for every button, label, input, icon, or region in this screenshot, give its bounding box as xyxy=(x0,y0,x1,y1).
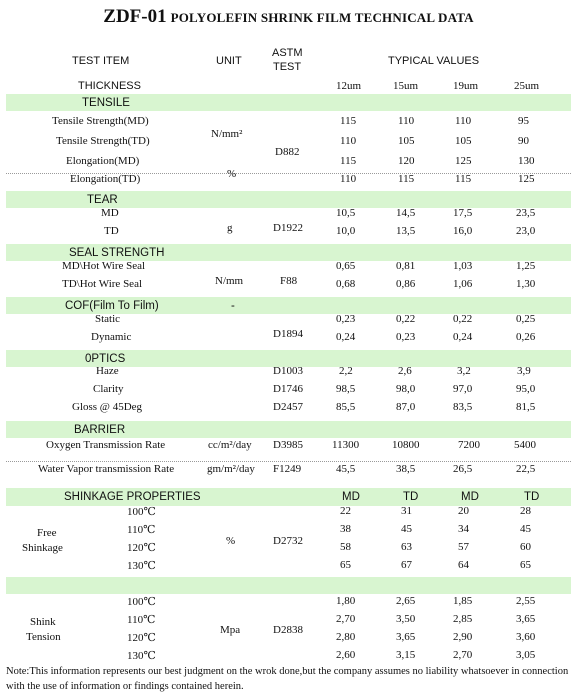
row-value: 1,25 xyxy=(516,260,536,272)
row-value: 3,65 xyxy=(516,613,536,625)
label-shrink-tension-2: Tension xyxy=(26,631,61,643)
row-value: 0,26 xyxy=(516,331,536,343)
row-astm: D1003 xyxy=(273,365,303,377)
row-item-label: Gloss @ 45Deg xyxy=(72,401,143,413)
row-value: 105 xyxy=(398,135,415,147)
row-item-label: Tensile Strength(MD) xyxy=(52,115,149,127)
row-value: 16,0 xyxy=(453,225,473,237)
row-value: 65 xyxy=(520,559,531,571)
section-blank xyxy=(6,577,571,594)
row-divider xyxy=(6,461,571,462)
label-free-shrinkage-1: Free xyxy=(37,527,57,539)
row-value: 0,22 xyxy=(453,313,473,325)
shrink-col-td-2: TD xyxy=(524,491,540,503)
header-unit: UNIT xyxy=(216,55,242,67)
row-value: 98,5 xyxy=(336,383,356,395)
row-value: 3,15 xyxy=(396,649,416,661)
row-value: 2,80 xyxy=(336,631,356,643)
shrink-col-md-1: MD xyxy=(342,491,360,503)
row-value: 130 xyxy=(518,155,535,167)
astm-seal: F88 xyxy=(280,275,298,287)
row-value: 0,86 xyxy=(396,278,416,290)
row-value: 17,5 xyxy=(453,207,473,219)
row-value: 1,85 xyxy=(453,595,473,607)
row-item-label: Clarity xyxy=(93,383,124,395)
unit-elongation: % xyxy=(227,168,237,180)
row-item-label: 130℃ xyxy=(127,650,156,662)
row-value: 2,6 xyxy=(398,365,412,377)
unit-tear: g xyxy=(227,222,233,234)
row-value: 0,22 xyxy=(396,313,416,325)
row-value: 0,65 xyxy=(336,260,356,272)
row-item-label: 110℃ xyxy=(127,614,156,626)
row-value: 2,2 xyxy=(339,365,353,377)
row-value: 120 xyxy=(398,155,415,167)
row-value: 83,5 xyxy=(453,401,473,413)
row-value: 10,5 xyxy=(336,207,356,219)
row-value: 14,5 xyxy=(396,207,416,219)
row-astm: D3985 xyxy=(273,439,303,451)
section-label: TEAR xyxy=(87,193,118,206)
shrink-col-md-2: MD xyxy=(461,491,479,503)
row-value: 115 xyxy=(340,155,357,167)
row-item-label: TD\Hot Wire Seal xyxy=(62,278,143,290)
row-value: 22,5 xyxy=(516,463,536,475)
row-value: 81,5 xyxy=(516,401,536,413)
row-value: 45 xyxy=(520,523,531,535)
row-value: 0,24 xyxy=(453,331,473,343)
row-unit: gm/m²/day xyxy=(207,463,255,475)
row-value: 95 xyxy=(518,115,529,127)
thickness-25um: 25um xyxy=(514,80,540,92)
row-item-label: 100℃ xyxy=(127,596,156,608)
row-value: 58 xyxy=(340,541,351,553)
unit-shrink-tension: Mpa xyxy=(220,624,241,636)
title-model: ZDF-01 xyxy=(103,6,167,27)
row-value: 2,85 xyxy=(453,613,473,625)
row-value: 2,60 xyxy=(336,649,356,661)
row-unit: cc/m²/day xyxy=(208,439,252,451)
row-value: 125 xyxy=(455,155,472,167)
row-item-label: MD\Hot Wire Seal xyxy=(62,260,146,272)
row-item-label: 130℃ xyxy=(127,560,156,572)
row-value: 63 xyxy=(401,541,412,553)
astm-free-shrinkage: D2732 xyxy=(273,535,303,547)
row-value: 3,2 xyxy=(457,365,471,377)
row-value: 2,70 xyxy=(453,649,473,661)
section-tensile xyxy=(6,94,571,111)
row-item-label: Tensile Strength(TD) xyxy=(56,135,150,147)
row-value: 20 xyxy=(458,505,469,517)
row-value: 1,06 xyxy=(453,278,473,290)
row-value: 34 xyxy=(458,523,469,535)
row-value: 110 xyxy=(398,115,415,127)
section-shrinkage-properties xyxy=(6,488,571,506)
unit-free-shrinkage: % xyxy=(226,535,236,547)
thickness-12um: 12um xyxy=(336,80,362,92)
row-item-label: Dynamic xyxy=(91,331,132,343)
thickness-19um: 19um xyxy=(453,80,479,92)
section-cof xyxy=(6,297,571,314)
row-value: 65 xyxy=(340,559,351,571)
section-tear xyxy=(6,191,571,208)
row-value: 31 xyxy=(401,505,412,517)
row-item-label: TD xyxy=(104,225,119,237)
header-test-item: TEST ITEM xyxy=(72,55,130,67)
row-item-label: Oxygen Transmission Rate xyxy=(46,439,166,451)
row-value: 85,5 xyxy=(336,401,356,413)
row-value: 0,24 xyxy=(336,331,356,343)
unit-tensile-strength: N/mm² xyxy=(211,128,243,140)
row-value: 38 xyxy=(340,523,351,535)
row-value: 97,0 xyxy=(453,383,473,395)
row-value: 7200 xyxy=(458,439,480,451)
row-value: 60 xyxy=(520,541,531,553)
row-item-label: Static xyxy=(95,313,121,325)
row-value: 110 xyxy=(340,135,357,147)
row-item-label: 110℃ xyxy=(127,524,156,536)
row-value: 95,0 xyxy=(516,383,536,395)
astm-shrink-tension: D2838 xyxy=(273,624,303,636)
row-value: 115 xyxy=(340,115,357,127)
row-value: 28 xyxy=(520,505,531,517)
section-label: BARRIER xyxy=(74,423,126,436)
row-value: 110 xyxy=(455,115,472,127)
row-value: 67 xyxy=(401,559,412,571)
row-value: 23,5 xyxy=(516,207,536,219)
row-value: 10800 xyxy=(392,439,420,451)
row-value: 1,30 xyxy=(516,278,536,290)
shrink-col-td-1: TD xyxy=(403,491,419,503)
row-value: 45 xyxy=(401,523,412,535)
row-value: 2,90 xyxy=(453,631,473,643)
row-value: 90 xyxy=(518,135,529,147)
label-free-shrinkage-2: Shinkage xyxy=(22,542,63,554)
section-label: TENSILE xyxy=(82,96,130,109)
row-item-label: Haze xyxy=(96,365,119,377)
row-value: 115 xyxy=(398,173,415,185)
row-value: 3,60 xyxy=(516,631,536,643)
disclaimer-note: Note:This information represents our best judgment on the wrok done,but the company assumes no liability whatsoever in connection with the use of information or findings contained herein. xyxy=(6,666,569,692)
row-value: 3,05 xyxy=(516,649,536,661)
header-typical-values: TYPICAL VALUES xyxy=(388,55,480,67)
row-value: 0,68 xyxy=(336,278,356,290)
label-shrink-tension-1: Shink xyxy=(30,616,56,628)
row-value: 57 xyxy=(458,541,469,553)
header-astm-line2: TEST xyxy=(273,61,302,73)
row-value: 10,0 xyxy=(336,225,356,237)
row-astm: D2457 xyxy=(273,401,303,413)
row-value: 38,5 xyxy=(396,463,416,475)
row-value: 87,0 xyxy=(396,401,416,413)
row-value: 64 xyxy=(458,559,469,571)
row-value: 2,70 xyxy=(336,613,356,625)
row-value: 0,25 xyxy=(516,313,536,325)
row-value: 0,81 xyxy=(396,260,416,272)
section-label: 0PTICS xyxy=(85,352,126,365)
section-barrier xyxy=(6,421,571,438)
row-item-label: 100℃ xyxy=(127,506,156,518)
section-label: SEAL STRENGTH xyxy=(69,246,165,259)
row-item-label: 120℃ xyxy=(127,632,156,644)
row-value: 45,5 xyxy=(336,463,356,475)
row-value: 22 xyxy=(340,505,351,517)
row-item-label: MD xyxy=(101,207,119,219)
row-value: 5400 xyxy=(514,439,536,451)
row-value: 1,80 xyxy=(336,595,356,607)
header-astm-line1: ASTM xyxy=(272,47,303,59)
document-title xyxy=(0,6,577,28)
row-value: 125 xyxy=(518,173,535,185)
section-seal-strength xyxy=(6,244,571,261)
row-value: 3,9 xyxy=(517,365,531,377)
astm-tear: D1922 xyxy=(273,222,303,234)
row-value: 23,0 xyxy=(516,225,536,237)
row-value: 26,5 xyxy=(453,463,473,475)
row-value: 0,23 xyxy=(336,313,356,325)
row-value: 2,55 xyxy=(516,595,536,607)
row-value: 1,03 xyxy=(453,260,473,272)
row-item-label: Elongation(TD) xyxy=(70,173,141,185)
section-label: COF(Film To Film) xyxy=(65,299,159,312)
row-value: 3,65 xyxy=(396,631,416,643)
row-value: 110 xyxy=(340,173,357,185)
header-thickness: THICKNESS xyxy=(78,80,141,92)
astm-cof: D1894 xyxy=(273,328,303,340)
row-item-label: Elongation(MD) xyxy=(66,155,140,167)
row-value: 98,0 xyxy=(396,383,416,395)
cof-unit: - xyxy=(231,299,235,312)
row-value: 2,65 xyxy=(396,595,416,607)
title-text: POLYOLEFIN SHRINK FILM TECHNICAL DATA xyxy=(170,10,474,25)
row-value: 0,23 xyxy=(396,331,416,343)
unit-seal: N/mm xyxy=(215,275,244,287)
row-value: 3,50 xyxy=(396,613,416,625)
row-item-label: 120℃ xyxy=(127,542,156,554)
row-value: 115 xyxy=(455,173,472,185)
row-astm: D1746 xyxy=(273,383,303,395)
section-label: SHINKAGE PROPERTIES xyxy=(64,491,201,503)
thickness-15um: 15um xyxy=(393,80,419,92)
row-item-label: Water Vapor transmission Rate xyxy=(38,463,175,475)
row-value: 11300 xyxy=(332,439,360,451)
row-value: 105 xyxy=(455,135,472,147)
row-value: 13,5 xyxy=(396,225,416,237)
astm-tensile: D882 xyxy=(275,146,300,158)
row-astm: F1249 xyxy=(273,463,302,475)
